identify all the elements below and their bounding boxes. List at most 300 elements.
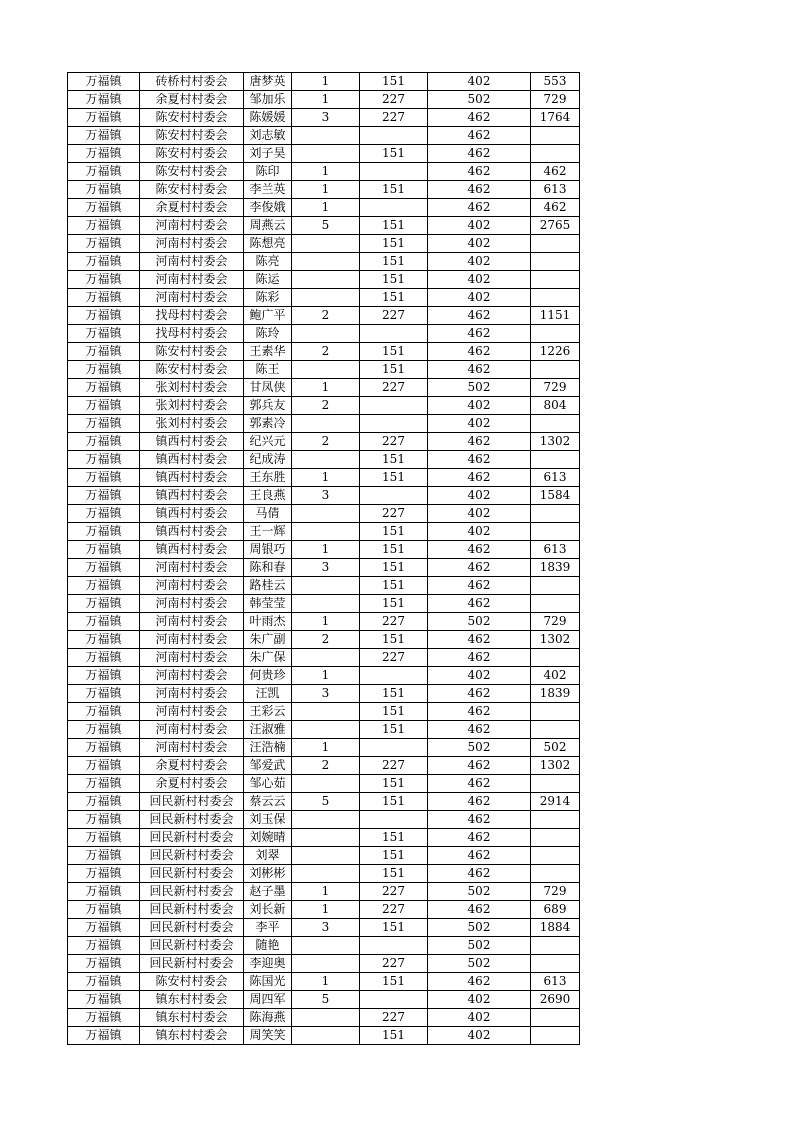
name-cell: 汪淑雅: [244, 721, 292, 739]
amount-a-cell: 151: [360, 73, 428, 91]
table-row: [68, 379, 580, 397]
count-cell: [292, 595, 360, 613]
name-cell: 郭兵友: [244, 397, 292, 415]
name-cell: 李平: [244, 919, 292, 937]
table-row: [68, 631, 580, 649]
town-cell: 万福镇: [68, 649, 140, 667]
count-cell: 1: [292, 613, 360, 631]
village-cell: 河南村村委会: [140, 271, 244, 289]
village-cell: 陈安村村委会: [140, 163, 244, 181]
town-cell: 万福镇: [68, 433, 140, 451]
amount-b-cell: 462: [428, 541, 531, 559]
table-row: [68, 955, 580, 973]
name-cell: 周笑笑: [244, 1027, 292, 1045]
table-row: [68, 937, 580, 955]
count-cell: 1: [292, 163, 360, 181]
table-row: [68, 559, 580, 577]
village-cell: 回民新村村委会: [140, 883, 244, 901]
count-cell: 1: [292, 199, 360, 217]
village-cell: 镇西村村委会: [140, 487, 244, 505]
town-cell: 万福镇: [68, 703, 140, 721]
name-cell: 陈王: [244, 361, 292, 379]
village-cell: 河南村村委会: [140, 289, 244, 307]
town-cell: 万福镇: [68, 1009, 140, 1027]
name-cell: 韩莹莹: [244, 595, 292, 613]
amount-b-cell: 502: [428, 937, 531, 955]
total-cell: [531, 937, 580, 955]
amount-a-cell: 151: [360, 703, 428, 721]
total-cell: 1584: [531, 487, 580, 505]
amount-b-cell: 462: [428, 163, 531, 181]
town-cell: 万福镇: [68, 865, 140, 883]
town-cell: 万福镇: [68, 739, 140, 757]
name-cell: 陈印: [244, 163, 292, 181]
table-row: [68, 829, 580, 847]
village-cell: 镇西村村委会: [140, 541, 244, 559]
name-cell: 陈想亮: [244, 235, 292, 253]
count-cell: [292, 505, 360, 523]
name-cell: 唐梦英: [244, 73, 292, 91]
total-cell: [531, 829, 580, 847]
village-cell: 找母村村委会: [140, 307, 244, 325]
village-cell: 镇西村村委会: [140, 433, 244, 451]
total-cell: 502: [531, 739, 580, 757]
total-cell: [531, 145, 580, 163]
amount-b-cell: 462: [428, 721, 531, 739]
amount-b-cell: 402: [428, 487, 531, 505]
amount-a-cell: 151: [360, 451, 428, 469]
amount-b-cell: 462: [428, 577, 531, 595]
total-cell: 462: [531, 163, 580, 181]
name-cell: 赵子墨: [244, 883, 292, 901]
village-cell: 张刘村村委会: [140, 397, 244, 415]
table-row: [68, 865, 580, 883]
count-cell: 2: [292, 757, 360, 775]
total-cell: 613: [531, 973, 580, 991]
amount-b-cell: 462: [428, 109, 531, 127]
name-cell: 马倩: [244, 505, 292, 523]
amount-b-cell: 402: [428, 253, 531, 271]
amount-a-cell: 227: [360, 955, 428, 973]
name-cell: 陈彩: [244, 289, 292, 307]
count-cell: [292, 145, 360, 163]
amount-a-cell: 151: [360, 523, 428, 541]
table-row: [68, 703, 580, 721]
amount-b-cell: 402: [428, 415, 531, 433]
village-cell: 砖桥村村委会: [140, 73, 244, 91]
data-table: [67, 72, 580, 1045]
count-cell: 1: [292, 739, 360, 757]
count-cell: [292, 721, 360, 739]
name-cell: 刘长新: [244, 901, 292, 919]
count-cell: [292, 361, 360, 379]
table-row: [68, 397, 580, 415]
amount-a-cell: 151: [360, 775, 428, 793]
count-cell: 2: [292, 343, 360, 361]
total-cell: 1839: [531, 559, 580, 577]
amount-b-cell: 402: [428, 217, 531, 235]
amount-b-cell: 462: [428, 595, 531, 613]
village-cell: 河南村村委会: [140, 721, 244, 739]
count-cell: 1: [292, 379, 360, 397]
amount-a-cell: 151: [360, 217, 428, 235]
count-cell: [292, 1027, 360, 1045]
total-cell: [531, 595, 580, 613]
village-cell: 河南村村委会: [140, 631, 244, 649]
amount-b-cell: 402: [428, 505, 531, 523]
village-cell: 河南村村委会: [140, 217, 244, 235]
town-cell: 万福镇: [68, 1027, 140, 1045]
village-cell: 河南村村委会: [140, 739, 244, 757]
town-cell: 万福镇: [68, 973, 140, 991]
amount-b-cell: 462: [428, 199, 531, 217]
name-cell: 周燕云: [244, 217, 292, 235]
amount-b-cell: 462: [428, 451, 531, 469]
town-cell: 万福镇: [68, 505, 140, 523]
village-cell: 回民新村村委会: [140, 955, 244, 973]
table-row: [68, 757, 580, 775]
village-cell: 河南村村委会: [140, 667, 244, 685]
table-body: [68, 73, 580, 1045]
village-cell: 河南村村委会: [140, 235, 244, 253]
village-cell: 张刘村村委会: [140, 415, 244, 433]
amount-a-cell: 227: [360, 433, 428, 451]
count-cell: 5: [292, 793, 360, 811]
total-cell: [531, 703, 580, 721]
amount-b-cell: 462: [428, 307, 531, 325]
amount-a-cell: 151: [360, 541, 428, 559]
table-row: [68, 163, 580, 181]
table-row: [68, 307, 580, 325]
count-cell: [292, 829, 360, 847]
village-cell: 河南村村委会: [140, 649, 244, 667]
village-cell: 陈安村村委会: [140, 343, 244, 361]
amount-b-cell: 402: [428, 397, 531, 415]
amount-b-cell: 402: [428, 235, 531, 253]
village-cell: 陈安村村委会: [140, 145, 244, 163]
town-cell: 万福镇: [68, 361, 140, 379]
town-cell: 万福镇: [68, 883, 140, 901]
town-cell: 万福镇: [68, 793, 140, 811]
total-cell: [531, 361, 580, 379]
table-row: [68, 415, 580, 433]
amount-b-cell: 462: [428, 433, 531, 451]
name-cell: 刘婉晴: [244, 829, 292, 847]
amount-a-cell: 151: [360, 685, 428, 703]
amount-a-cell: [360, 667, 428, 685]
amount-a-cell: 151: [360, 631, 428, 649]
table-row: [68, 649, 580, 667]
count-cell: [292, 937, 360, 955]
town-cell: 万福镇: [68, 937, 140, 955]
town-cell: 万福镇: [68, 415, 140, 433]
table-row: [68, 181, 580, 199]
amount-a-cell: 227: [360, 307, 428, 325]
village-cell: 陈安村村委会: [140, 973, 244, 991]
village-cell: 河南村村委会: [140, 253, 244, 271]
amount-a-cell: 151: [360, 847, 428, 865]
name-cell: 郭素冷: [244, 415, 292, 433]
total-cell: [531, 721, 580, 739]
amount-a-cell: 151: [360, 361, 428, 379]
village-cell: 回民新村村委会: [140, 829, 244, 847]
village-cell: 镇西村村委会: [140, 505, 244, 523]
amount-a-cell: 151: [360, 595, 428, 613]
town-cell: 万福镇: [68, 955, 140, 973]
table-row: [68, 613, 580, 631]
amount-b-cell: 462: [428, 343, 531, 361]
amount-a-cell: [360, 199, 428, 217]
amount-a-cell: [360, 415, 428, 433]
village-cell: 回民新村村委会: [140, 901, 244, 919]
total-cell: [531, 271, 580, 289]
total-cell: 729: [531, 883, 580, 901]
amount-a-cell: [360, 991, 428, 1009]
village-cell: 镇东村村委会: [140, 1009, 244, 1027]
name-cell: 纪成涛: [244, 451, 292, 469]
count-cell: [292, 253, 360, 271]
total-cell: [531, 649, 580, 667]
amount-b-cell: 402: [428, 523, 531, 541]
village-cell: 河南村村委会: [140, 577, 244, 595]
town-cell: 万福镇: [68, 145, 140, 163]
count-cell: 3: [292, 487, 360, 505]
count-cell: [292, 415, 360, 433]
count-cell: [292, 523, 360, 541]
village-cell: 河南村村委会: [140, 613, 244, 631]
table-row: [68, 487, 580, 505]
town-cell: 万福镇: [68, 307, 140, 325]
amount-a-cell: [360, 325, 428, 343]
amount-a-cell: 227: [360, 91, 428, 109]
town-cell: 万福镇: [68, 127, 140, 145]
name-cell: 李兰英: [244, 181, 292, 199]
amount-b-cell: 502: [428, 955, 531, 973]
village-cell: 陈安村村委会: [140, 127, 244, 145]
town-cell: 万福镇: [68, 325, 140, 343]
table-row: [68, 91, 580, 109]
village-cell: 河南村村委会: [140, 595, 244, 613]
total-cell: [531, 577, 580, 595]
amount-a-cell: 227: [360, 901, 428, 919]
count-cell: [292, 271, 360, 289]
town-cell: 万福镇: [68, 577, 140, 595]
count-cell: [292, 955, 360, 973]
total-cell: [531, 1027, 580, 1045]
table-row: [68, 253, 580, 271]
amount-b-cell: 462: [428, 811, 531, 829]
name-cell: 纪兴元: [244, 433, 292, 451]
name-cell: 陈国光: [244, 973, 292, 991]
total-cell: 1839: [531, 685, 580, 703]
town-cell: 万福镇: [68, 181, 140, 199]
town-cell: 万福镇: [68, 271, 140, 289]
amount-b-cell: 462: [428, 325, 531, 343]
name-cell: 周银巧: [244, 541, 292, 559]
total-cell: 2765: [531, 217, 580, 235]
town-cell: 万福镇: [68, 991, 140, 1009]
amount-b-cell: 462: [428, 145, 531, 163]
table-row: [68, 883, 580, 901]
name-cell: 王一辉: [244, 523, 292, 541]
name-cell: 何贵珍: [244, 667, 292, 685]
table-row: [68, 901, 580, 919]
amount-a-cell: 151: [360, 253, 428, 271]
town-cell: 万福镇: [68, 919, 140, 937]
table-row: [68, 469, 580, 487]
amount-a-cell: [360, 739, 428, 757]
village-cell: 镇东村村委会: [140, 991, 244, 1009]
count-cell: 1: [292, 667, 360, 685]
amount-b-cell: 402: [428, 289, 531, 307]
village-cell: 回民新村村委会: [140, 937, 244, 955]
amount-a-cell: 151: [360, 271, 428, 289]
name-cell: 李迎奥: [244, 955, 292, 973]
town-cell: 万福镇: [68, 343, 140, 361]
count-cell: 1: [292, 91, 360, 109]
amount-a-cell: 151: [360, 973, 428, 991]
village-cell: 张刘村村委会: [140, 379, 244, 397]
town-cell: 万福镇: [68, 109, 140, 127]
total-cell: [531, 523, 580, 541]
total-cell: 402: [531, 667, 580, 685]
total-cell: [531, 127, 580, 145]
count-cell: [292, 1009, 360, 1027]
town-cell: 万福镇: [68, 469, 140, 487]
town-cell: 万福镇: [68, 199, 140, 217]
table-row: [68, 739, 580, 757]
name-cell: 陈玲: [244, 325, 292, 343]
amount-b-cell: 502: [428, 379, 531, 397]
count-cell: [292, 865, 360, 883]
table-row: [68, 1027, 580, 1045]
table-row: [68, 361, 580, 379]
amount-b-cell: 462: [428, 631, 531, 649]
town-cell: 万福镇: [68, 631, 140, 649]
total-cell: 1302: [531, 757, 580, 775]
table-row: [68, 847, 580, 865]
village-cell: 回民新村村委会: [140, 919, 244, 937]
count-cell: 2: [292, 433, 360, 451]
amount-b-cell: 502: [428, 613, 531, 631]
table-row: [68, 595, 580, 613]
amount-b-cell: 462: [428, 703, 531, 721]
village-cell: 找母村村委会: [140, 325, 244, 343]
town-cell: 万福镇: [68, 253, 140, 271]
town-cell: 万福镇: [68, 487, 140, 505]
amount-b-cell: 462: [428, 865, 531, 883]
amount-a-cell: 151: [360, 469, 428, 487]
count-cell: [292, 127, 360, 145]
town-cell: 万福镇: [68, 811, 140, 829]
town-cell: 万福镇: [68, 685, 140, 703]
name-cell: 陈媛媛: [244, 109, 292, 127]
town-cell: 万福镇: [68, 595, 140, 613]
name-cell: 朱广保: [244, 649, 292, 667]
village-cell: 河南村村委会: [140, 559, 244, 577]
amount-b-cell: 502: [428, 919, 531, 937]
name-cell: 刘子昊: [244, 145, 292, 163]
amount-a-cell: [360, 487, 428, 505]
town-cell: 万福镇: [68, 163, 140, 181]
village-cell: 余夏村村委会: [140, 757, 244, 775]
town-cell: 万福镇: [68, 721, 140, 739]
town-cell: 万福镇: [68, 451, 140, 469]
table-row: [68, 127, 580, 145]
total-cell: [531, 1009, 580, 1027]
total-cell: [531, 811, 580, 829]
town-cell: 万福镇: [68, 901, 140, 919]
amount-b-cell: 462: [428, 469, 531, 487]
town-cell: 万福镇: [68, 379, 140, 397]
amount-a-cell: [360, 811, 428, 829]
count-cell: 1: [292, 901, 360, 919]
amount-a-cell: 151: [360, 1027, 428, 1045]
count-cell: 1: [292, 883, 360, 901]
name-cell: 蔡云云: [244, 793, 292, 811]
amount-a-cell: 151: [360, 577, 428, 595]
amount-b-cell: 402: [428, 73, 531, 91]
total-cell: [531, 505, 580, 523]
count-cell: 3: [292, 919, 360, 937]
total-cell: 1151: [531, 307, 580, 325]
count-cell: [292, 847, 360, 865]
town-cell: 万福镇: [68, 235, 140, 253]
amount-a-cell: 227: [360, 505, 428, 523]
amount-b-cell: 462: [428, 829, 531, 847]
count-cell: 1: [292, 73, 360, 91]
amount-b-cell: 462: [428, 901, 531, 919]
town-cell: 万福镇: [68, 847, 140, 865]
count-cell: 1: [292, 181, 360, 199]
amount-b-cell: 402: [428, 271, 531, 289]
count-cell: [292, 577, 360, 595]
table-row: [68, 577, 580, 595]
total-cell: 613: [531, 541, 580, 559]
amount-a-cell: 227: [360, 1009, 428, 1027]
total-cell: [531, 865, 580, 883]
amount-a-cell: [360, 937, 428, 955]
name-cell: 路桂云: [244, 577, 292, 595]
amount-b-cell: 462: [428, 973, 531, 991]
total-cell: [531, 289, 580, 307]
amount-a-cell: 227: [360, 109, 428, 127]
total-cell: [531, 415, 580, 433]
name-cell: 汪凯: [244, 685, 292, 703]
total-cell: 462: [531, 199, 580, 217]
name-cell: 邹心茹: [244, 775, 292, 793]
amount-b-cell: 402: [428, 991, 531, 1009]
village-cell: 河南村村委会: [140, 685, 244, 703]
village-cell: 镇西村村委会: [140, 469, 244, 487]
amount-a-cell: [360, 163, 428, 181]
total-cell: 1764: [531, 109, 580, 127]
town-cell: 万福镇: [68, 523, 140, 541]
village-cell: 余夏村村委会: [140, 91, 244, 109]
total-cell: [531, 775, 580, 793]
village-cell: 镇西村村委会: [140, 451, 244, 469]
village-cell: 陈安村村委会: [140, 361, 244, 379]
table-row: [68, 667, 580, 685]
amount-a-cell: 151: [360, 721, 428, 739]
table-row: [68, 973, 580, 991]
amount-a-cell: 227: [360, 613, 428, 631]
total-cell: 553: [531, 73, 580, 91]
count-cell: [292, 235, 360, 253]
total-cell: 1302: [531, 631, 580, 649]
count-cell: [292, 289, 360, 307]
total-cell: [531, 253, 580, 271]
